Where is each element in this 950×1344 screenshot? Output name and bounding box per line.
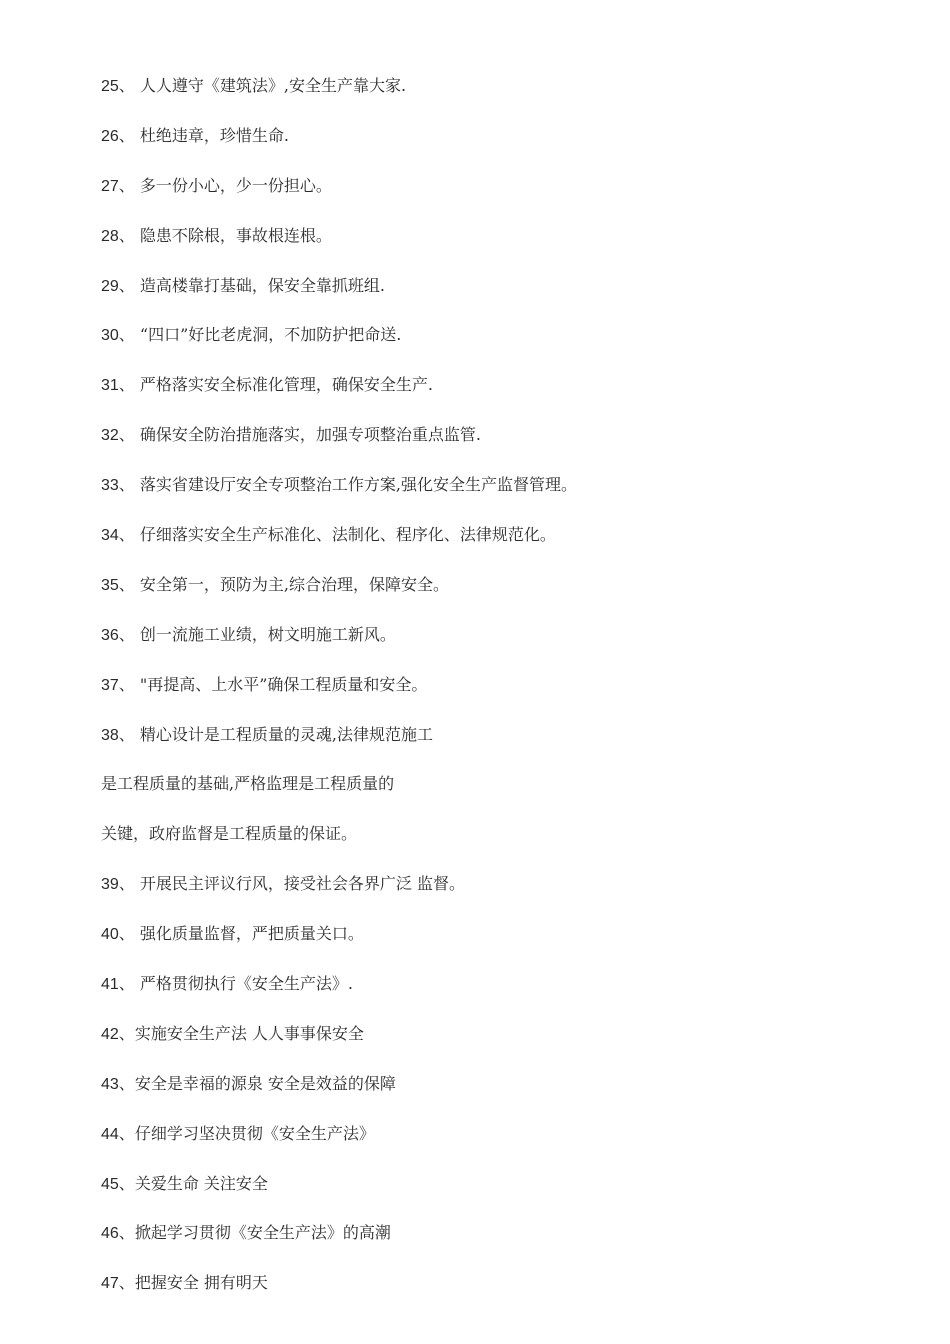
item-text: 多一份小心，少一份担心。 <box>139 175 332 195</box>
item-text: 是工程质量的基础,严格监理是工程质量的 <box>101 774 395 794</box>
list-item <box>101 471 921 521</box>
item-text: 仔细落实安全生产标准化、法制化、程序化、法律规范化。 <box>139 525 556 545</box>
item-number: 46 <box>101 1225 119 1243</box>
list-item <box>101 721 921 771</box>
item-number: 28 <box>101 227 119 245</box>
list-item <box>101 371 921 421</box>
item-number: 35 <box>101 576 119 594</box>
item-number: 32 <box>101 427 119 445</box>
list-item <box>101 1219 921 1269</box>
item-number: 43 <box>101 1075 119 1093</box>
item-text: 创一流施工业绩，树文明施工新风。 <box>139 624 396 644</box>
item-separator: 、 <box>118 225 140 245</box>
item-text: 开展民主评议行风，接受社会各界广泛 监督。 <box>139 874 465 894</box>
item-separator: 、 <box>118 76 140 95</box>
list-item <box>101 122 921 172</box>
item-number: 45 <box>101 1175 119 1193</box>
list-item <box>101 1020 921 1070</box>
item-number: 42 <box>101 1025 119 1043</box>
item-separator: 、 <box>118 674 140 694</box>
item-text: 安全第一，预防为主,综合治理，保障安全。 <box>139 574 449 594</box>
item-text: 严格落实安全标准化管理，确保安全生产. <box>139 375 433 395</box>
list-item <box>101 272 921 322</box>
item-separator: 、 <box>118 375 140 395</box>
item-number: 38 <box>101 726 119 744</box>
item-number: 25 <box>101 78 119 95</box>
item-number: 36 <box>101 626 119 644</box>
slogan-list <box>101 72 921 1319</box>
list-item <box>101 1120 921 1170</box>
item-text: 实施安全生产法 人人事事保安全 <box>134 1023 364 1043</box>
item-text: 关爱生命 关注安全 <box>134 1173 268 1193</box>
item-number: 40 <box>101 926 119 944</box>
item-separator: 、 <box>118 924 140 944</box>
item-number: 33 <box>101 477 119 495</box>
item-separator: 、 <box>118 275 140 295</box>
item-number: 39 <box>101 876 119 894</box>
item-number: 47 <box>101 1275 119 1293</box>
list-item <box>101 621 921 671</box>
list-item <box>101 1170 921 1220</box>
list-item <box>101 421 921 471</box>
item-text: “四口”好比老虎洞，不加防护把命送. <box>139 325 402 345</box>
item-text: 落实省建设厅安全专项整治工作方案,强化安全生产监督管理。 <box>139 475 577 495</box>
list-item <box>101 1070 921 1120</box>
item-separator: 、 <box>118 525 140 545</box>
list-item <box>101 72 921 122</box>
item-separator: 、 <box>118 125 140 145</box>
list-item-continuation <box>101 770 921 820</box>
item-number: 31 <box>101 377 119 395</box>
list-item <box>101 571 921 621</box>
item-text: 确保安全防治措施落实，加强专项整治重点监管. <box>139 425 481 445</box>
list-item <box>101 920 921 970</box>
list-item <box>101 1269 921 1319</box>
item-text: 人人遵守《建筑法》,安全生产靠大家. <box>139 76 407 95</box>
item-separator: 、 <box>118 1073 135 1093</box>
list-item-continuation <box>101 820 921 870</box>
list-item <box>101 521 921 571</box>
item-separator: 、 <box>118 724 140 744</box>
item-separator: 、 <box>118 325 140 345</box>
item-separator: 、 <box>118 1223 135 1243</box>
item-number: 27 <box>101 177 119 195</box>
item-separator: 、 <box>118 1273 135 1293</box>
item-text: 仔细学习坚决贯彻《安全生产法》 <box>134 1123 375 1143</box>
item-text: 杜绝违章，珍惜生命. <box>139 125 289 145</box>
list-item <box>101 970 921 1020</box>
item-separator: 、 <box>118 974 140 994</box>
item-text: 隐患不除根，事故根连根。 <box>139 225 332 245</box>
item-separator: 、 <box>118 624 140 644</box>
item-text: 造高楼靠打基础，保安全靠抓班组. <box>139 275 385 295</box>
item-number: 37 <box>101 676 119 694</box>
item-number: 34 <box>101 527 119 545</box>
item-separator: 、 <box>118 1023 135 1043</box>
item-separator: 、 <box>118 175 140 195</box>
item-separator: 、 <box>118 425 140 445</box>
list-item <box>101 870 921 920</box>
item-text: 严格贯彻执行《安全生产法》. <box>139 974 353 994</box>
list-item <box>101 671 921 721</box>
item-separator: 、 <box>118 1173 135 1193</box>
list-item <box>101 172 921 222</box>
item-text: 精心设计是工程质量的灵魂,法律规范施工 <box>139 724 433 744</box>
item-number: 26 <box>101 127 119 145</box>
list-item <box>101 222 921 272</box>
item-text: 强化质量监督，严把质量关口。 <box>139 924 364 944</box>
item-text: 安全是幸福的源泉 安全是效益的保障 <box>134 1073 396 1093</box>
item-number: 44 <box>101 1125 119 1143</box>
item-number: 30 <box>101 327 119 345</box>
item-separator: 、 <box>118 574 140 594</box>
item-number: 41 <box>101 976 119 994</box>
item-separator: 、 <box>118 475 140 495</box>
item-separator: 、 <box>118 1123 135 1143</box>
item-separator: 、 <box>118 874 140 894</box>
list-item <box>101 321 921 371</box>
item-number: 29 <box>101 277 119 295</box>
item-text: 把握安全 拥有明天 <box>134 1273 268 1293</box>
item-text: 关键，政府监督是工程质量的保证。 <box>101 824 358 844</box>
item-text: 掀起学习贯彻《安全生产法》的高潮 <box>134 1223 391 1243</box>
item-text: "再提高、上水平”确保工程质量和安全。 <box>139 674 428 694</box>
